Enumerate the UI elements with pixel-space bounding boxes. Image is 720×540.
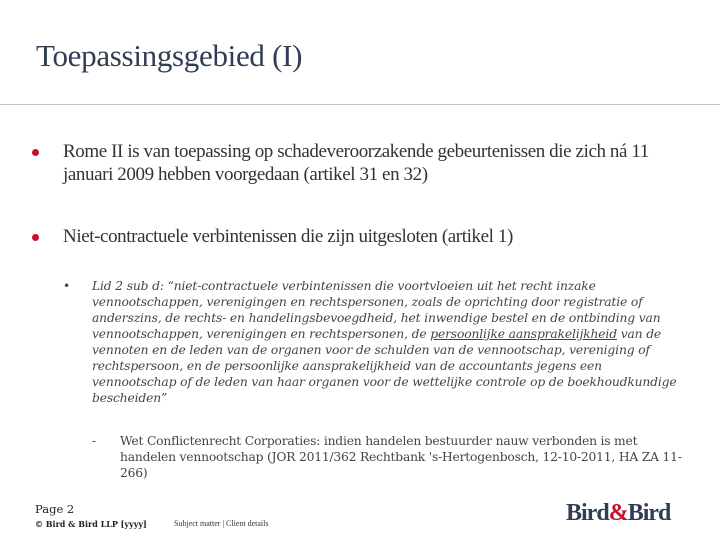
subject-client-details: Subject matter | Client details <box>174 519 269 528</box>
bullet-rome-ii-scope <box>0 140 720 186</box>
quote-text-before: Lid 2 sub d: “niet-contractuele verbintenissen die voortvloeien uit het recht inzake vennootschappen, verenigingen en rechtspersonen, zoals de oprichting door registratie of anderszins, de rechts- en handelingsbevoegdheid, het inwendige bestel en de ontbinding van vennootschappen, verenigingen en rechtspersonen, de <box>92 279 661 341</box>
slide-title: Toepassingsgebied (I) <box>36 38 303 73</box>
sub-bullet-lid-2-sub-d <box>0 278 720 406</box>
dash-marker: - <box>92 434 97 448</box>
bullet-text: Rome II is van toepassing op schadeveroorzakende gebeurtenissen die zich ná 11 januari 2009 hebben voorgedaan (artikel 31 en 32) <box>63 141 649 185</box>
bullet-dot-icon <box>32 234 39 241</box>
bullet-dot-icon <box>32 149 39 156</box>
sub-sub-bullet-text: Wet Conflictenrecht Corporaties: indien handelen bestuurder nauw verbonden is met handelen vennootschap (JOR 2011/362 Rechtbank 's-Hertogenbosch, 12-10-2011, HA ZA 11-266) <box>120 434 682 480</box>
bullet-text: Niet-contractuele verbintenissen die zijn uitgesloten (artikel 1) <box>63 226 513 247</box>
logo-ampersand: & <box>608 500 628 526</box>
bullet-excluded-obligations <box>0 225 720 248</box>
logo-word-right: Bird <box>627 500 671 526</box>
title-divider <box>0 104 720 105</box>
sub-sub-bullet-wet-conflictenrecht <box>0 433 720 481</box>
underlined-term: persoonlijke aansprakelijkheid <box>430 327 617 341</box>
copyright-notice: © Bird & Bird LLP [yyyy] <box>35 519 147 529</box>
logo-word-left: Bird <box>566 500 609 526</box>
bird-and-bird-logo <box>566 500 670 527</box>
sub-bullet-marker: • <box>63 279 71 293</box>
page-number: Page 2 <box>35 502 75 516</box>
sub-bullet-text <box>92 278 686 406</box>
quote-text-after: van de vennoten en de leden van de organen voor de schulden van de vennootschap, vereniging of rechtspersoon, en de persoonlijke aansprakelijkheid van de accountants jegens een vennootschap of de leden van haar organen voor de wettelijke controle op de boekhoudkundige bescheiden” <box>92 327 677 405</box>
